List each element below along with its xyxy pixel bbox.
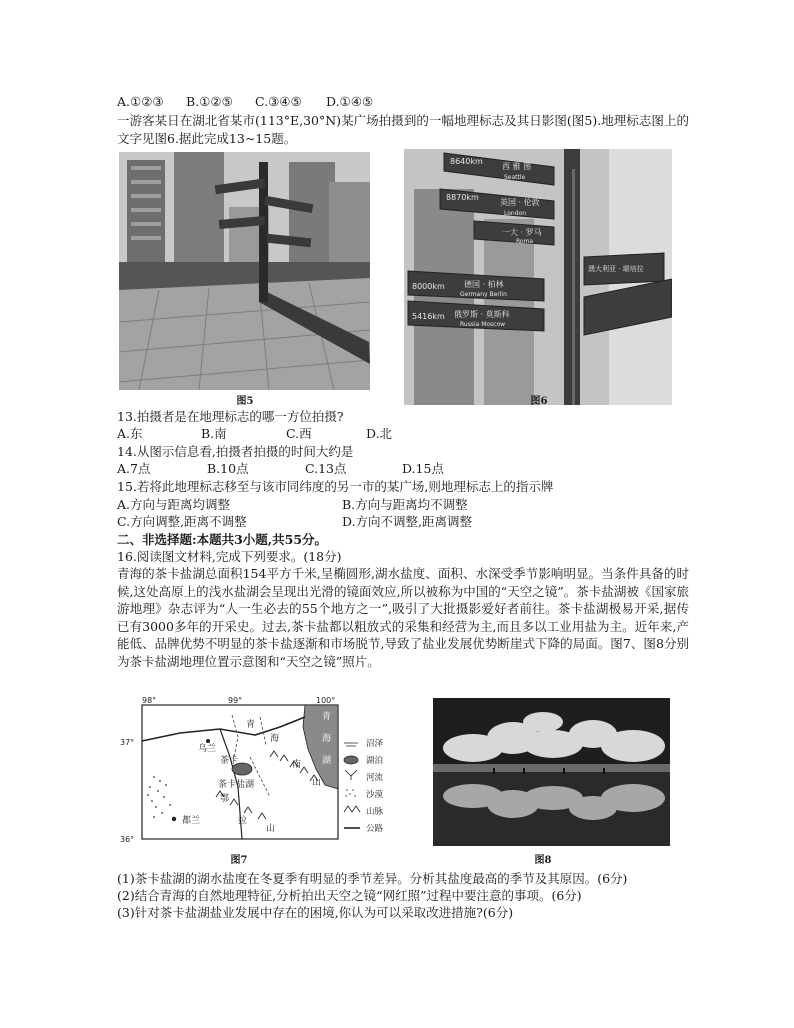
- q13-15-intro: 一游客某日在湖北省某市(113°E,30°N)某广场拍摄到的一幅地理标志及其日影图(图5).地理标志图上的文字见图6.据此完成13~15题。: [117, 113, 689, 146]
- q13-option-c: C.西: [286, 426, 312, 441]
- fig7-label-dulan: 都兰: [182, 816, 201, 826]
- figure-5-photo: [119, 152, 370, 390]
- fig6-sign2-en: London: [504, 210, 526, 217]
- legend-river-symbol: [345, 770, 357, 780]
- fig6-sign1-name: 西 雅 图: [502, 162, 532, 171]
- legend-swamp: 沼泽: [366, 739, 384, 749]
- fig7-label-qinghai-lake-3: 湖: [322, 756, 332, 766]
- legend-desert: 沙漠: [366, 790, 384, 800]
- fig6-sign5-en: Russia Moscow: [460, 321, 506, 328]
- q12-option-b: B.①②⑤: [186, 94, 233, 109]
- figure-8-drawing: [433, 698, 670, 846]
- fig7-lat-36: 36°: [120, 835, 135, 844]
- q16-sub2: (2)结合青海的自然地理特征,分析拍出天空之镜“网红照”过程中要注意的事项。(6分): [117, 888, 582, 903]
- fig7-lat-37: 37°: [120, 738, 135, 747]
- fig7-label-chakalake: 茶卡盐湖: [218, 780, 255, 790]
- fig7-label-hai: 海: [270, 734, 280, 744]
- fig6-sign6-name: 澳大利亚 · 堪培拉: [588, 265, 644, 273]
- fig6-sign4-en: Germany Berlin: [460, 291, 507, 298]
- q14-option-a: A.7点: [117, 461, 151, 476]
- legend-mountain-symbol: [344, 806, 360, 812]
- q12-option-a: A.①②③: [117, 94, 164, 109]
- fig7-label-shan: 山: [312, 778, 322, 788]
- q15-option-b: B.方向与距离均不调整: [342, 497, 468, 512]
- q14-stem: 14.从图示信息看,拍摄者拍摄的时间大约是: [117, 444, 354, 459]
- legend-lake-symbol: [344, 756, 358, 764]
- figure-5-drawing: [119, 152, 370, 390]
- q14-option-c: C.13点: [305, 461, 347, 476]
- fig7-label-chaka: 茶卡: [220, 756, 239, 766]
- section-2-heading: 二、非选择题:本题共3小题,共55分。: [117, 532, 328, 547]
- q14-option-b: B.10点: [207, 461, 249, 476]
- figure-5-caption: 图5: [236, 396, 254, 407]
- figure-7-map: [120, 697, 370, 845]
- q16-sub3: (3)针对茶卡盐湖盐业发展中存在的困境,你认为可以采取改进措施?(6分): [117, 905, 514, 920]
- q15-options-row2: [117, 513, 472, 530]
- fig7-label-e: 鄂: [220, 794, 230, 804]
- fig6-sign4-name: 德国 · 柏林: [464, 280, 504, 289]
- fig7-label-nan: 南: [292, 760, 302, 770]
- q16-material: 青海的茶卡盐湖总面积154平方千米,呈椭圆形,湖水盐度、面积、水深受季节影响明显。当条件具备的时候,这处高原上的浅水盐湖会呈现出光滑的镜面效应,所以被称为中国的“天空之镜”。茶卡盐湖被《国家旅游地理》杂志评为“人一生必去的55个地方之一”,吸引了大批摄影爱好者前往。茶卡盐湖极易开采,据传已有3000多年的开采史。过去,茶卡盐都以粗放式的采集和经营为主,而且多以工业用盐为主。近年来,产能低、品牌优势不明显的茶卡盐逐渐和市场脱节,导致了盐业发展优势断崖式下降的局面。图7、图8分别为茶卡盐湖地理位置示意图和“天空之镜”照片。: [117, 566, 689, 669]
- q13-option-d: D.北: [366, 426, 393, 441]
- q16-sub1: (1)茶卡盐湖的湖水盐度在冬夏季有明显的季节差异。分析其盐度最高的季节及其原因。(6分): [117, 871, 628, 886]
- legend-mountain: 山脉: [366, 807, 384, 817]
- fig6-sign1-dist: 8640km: [450, 157, 483, 166]
- q14-options: [117, 460, 444, 477]
- fig6-sign4-dist: 8000km: [412, 282, 445, 291]
- figure-7-caption: 图7: [230, 855, 248, 866]
- fig7-label-shan2: 山: [266, 824, 276, 834]
- q12-option-d: D.①④⑤: [326, 94, 374, 109]
- figure-8-photo: [433, 698, 670, 846]
- q15-option-a: A.方向与距离均调整: [117, 497, 231, 512]
- figure-8-caption: 图8: [534, 855, 552, 866]
- q13-stem: 13.拍摄者是在地理标志的哪一方位拍摄?: [117, 409, 344, 424]
- fig7-lon-100: 100°: [316, 697, 336, 705]
- legend-desert-symbol: [345, 790, 356, 796]
- figure-7-legend: [342, 736, 402, 848]
- fig7-label-qinghai-lake-2: 海: [322, 734, 332, 744]
- fig6-sign1-en: Seattle: [504, 174, 526, 181]
- q13-option-a: A.东: [117, 426, 143, 441]
- legend-swamp-symbol: [344, 743, 358, 746]
- fig6-sign3-en: Roma: [516, 238, 534, 245]
- legend-river: 河流: [366, 773, 384, 783]
- fig6-sign3-name: 一大 · 罗马: [502, 228, 542, 237]
- figure-6-caption: 图6: [530, 396, 548, 407]
- figure-6-drawing: [404, 149, 672, 405]
- fig7-label-la: 拉: [238, 816, 248, 826]
- q13-options: [117, 425, 392, 442]
- fig6-sign2-name: 英国 · 伦敦: [500, 198, 540, 207]
- fig6-sign5-name: 俄罗斯 · 莫斯科: [454, 310, 510, 319]
- fig7-label-qinghai-lake-1: 青: [322, 712, 332, 722]
- q12-option-c: C.③④⑤: [255, 94, 302, 109]
- q15-stem: 15.若将此地理标志移至与该市同纬度的另一市的某广场,则地理标志上的指示牌: [117, 479, 554, 494]
- fig7-label-qing: 青: [246, 720, 256, 730]
- fig7-lon-98: 98°: [142, 697, 157, 705]
- fig6-sign5-dist: 5416km: [412, 312, 445, 321]
- q12-options: [117, 93, 373, 110]
- q15-option-c: C.方向调整,距离不调整: [117, 514, 247, 529]
- fig7-lon-99: 99°: [228, 697, 243, 705]
- fig6-sign2-dist: 8870km: [446, 193, 479, 202]
- legend-road: 公路: [366, 824, 384, 834]
- q15-options-row1: [117, 496, 468, 513]
- q13-option-b: B.南: [201, 426, 227, 441]
- figure-6-photo: [404, 149, 672, 405]
- q16-stem: 16.阅读图文材料,完成下列要求。(18分): [117, 549, 342, 564]
- q15-option-d: D.方向不调整,距离调整: [342, 514, 473, 529]
- legend-lake: 湖泊: [366, 756, 384, 766]
- q14-option-d: D.15点: [402, 461, 444, 476]
- fig7-label-wulan: 乌兰: [198, 744, 217, 754]
